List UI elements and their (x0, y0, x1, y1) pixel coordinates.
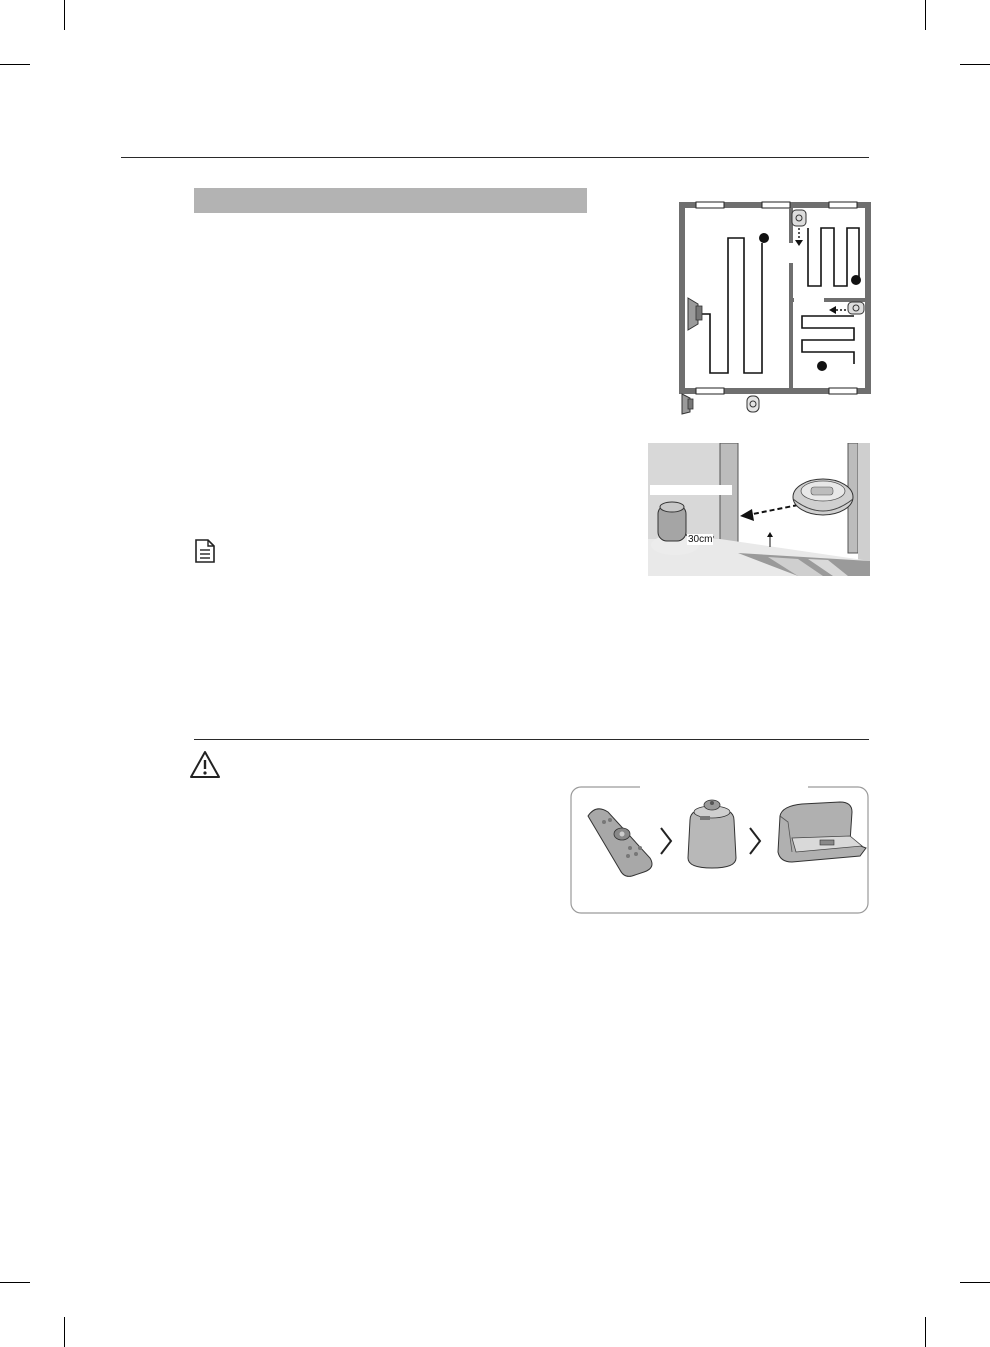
crop-mark (0, 1282, 30, 1283)
device-sequence-illustration (570, 786, 869, 914)
caution-rule (194, 739, 869, 740)
warning-icon (189, 750, 221, 779)
crop-mark (925, 0, 926, 30)
virtual-guard-placement-diagram (648, 443, 870, 576)
crop-mark (960, 64, 990, 65)
crop-mark (925, 1317, 926, 1347)
virtual-guard-icon (688, 800, 736, 868)
note-icon (194, 538, 216, 564)
crop-mark (64, 0, 65, 30)
section-heading-bar (194, 188, 587, 213)
crop-mark (64, 1317, 65, 1347)
crop-mark (0, 64, 30, 65)
crop-mark (960, 1282, 990, 1283)
section-title (194, 188, 587, 196)
room-cleaning-pattern-diagram (674, 198, 872, 418)
distance-label: 30cm (688, 534, 713, 545)
header-rule (121, 157, 869, 158)
